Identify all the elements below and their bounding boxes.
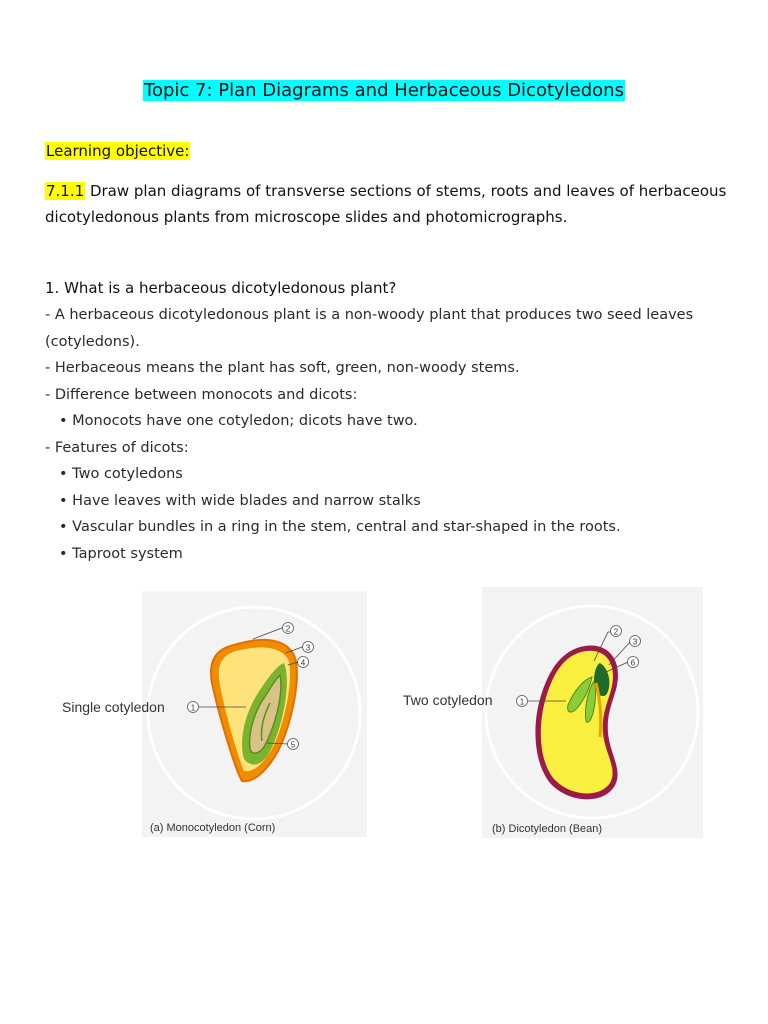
marker-2: [283, 623, 294, 634]
bullet-item: • Have leaves with wide blades and narrow stalks: [59, 492, 421, 509]
bullet-item: • Two cotyledons: [59, 466, 183, 482]
marker-3: [630, 636, 641, 647]
marker-2: [611, 626, 622, 637]
marker-4: [298, 657, 309, 668]
answer-line: - Features of dicots:: [45, 439, 189, 456]
page-title-text: Topic 7: Plan Diagrams and Herbaceous Dicotyledons: [144, 80, 624, 101]
objective-paragraph: [45, 178, 735, 230]
objective-code: 7.1.1: [46, 182, 85, 200]
marker-3: [303, 642, 314, 653]
marker-1: [188, 702, 199, 713]
learning-objective-heading: [45, 142, 190, 160]
answer-line: - Herbaceous means the plant has soft, green, non-woody stems.: [45, 360, 520, 376]
bullet-item: • Vascular bundles in a ring in the stem, central and star-shaped in the roots.: [59, 519, 621, 535]
marker-5: [288, 739, 299, 750]
svg-text:4: 4: [300, 658, 306, 668]
svg-text:1: 1: [519, 697, 525, 707]
dicot-caption: (b) Dicotyledon (Bean): [492, 823, 603, 835]
svg-text:2: 2: [285, 624, 291, 634]
dicot-diagram: [482, 587, 703, 838]
dicot-figure: [482, 587, 703, 838]
svg-text:2: 2: [613, 627, 619, 637]
bullet-item: • Monocots have one cotyledon; dicots have two.: [59, 413, 418, 429]
monocot-diagram: [142, 591, 367, 837]
marker-6: [628, 657, 639, 668]
single-cotyledon-label: Single cotyledon: [62, 699, 165, 715]
svg-text:5: 5: [290, 740, 296, 750]
monocot-caption: (a) Monocotyledon (Corn): [150, 822, 276, 834]
svg-text:6: 6: [630, 658, 636, 668]
learning-objective-text: Learning objective:: [46, 142, 190, 160]
objective-text: Draw plan diagrams of transverse sections of stems, roots and leaves of herbaceous dicotyledonous plants from microscope slides and photomicrographs.: [45, 182, 727, 226]
answer-line: - A herbaceous dicotyledonous plant is a non-woody plant that produces two seed leaves (cotyledons).: [45, 307, 694, 350]
svg-text:3: 3: [305, 643, 311, 653]
two-cotyledon-label: Two cotyledon: [403, 692, 493, 708]
svg-text:3: 3: [632, 637, 638, 647]
svg-text:1: 1: [190, 703, 196, 713]
page-title: [0, 80, 768, 101]
monocot-figure: [142, 591, 367, 837]
bullet-item: • Taproot system: [59, 545, 183, 562]
answer-body: [45, 302, 735, 567]
answer-line: - Difference between monocots and dicots:: [45, 386, 358, 403]
question-1-heading: 1. What is a herbaceous dicotyledonous plant?: [45, 279, 397, 297]
marker-1: [517, 696, 528, 707]
